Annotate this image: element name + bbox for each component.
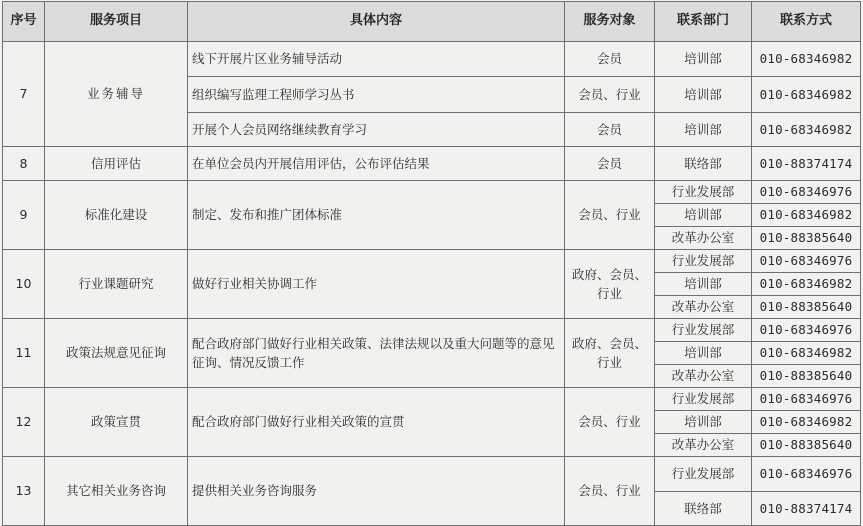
- header-index: 序号: [3, 2, 45, 42]
- contact-phone: 010-88385640: [752, 227, 861, 250]
- contact-phone: 010-68346982: [752, 411, 861, 434]
- service-item: 其它相关业务咨询: [45, 457, 188, 526]
- service-target: 会员、行业: [565, 77, 655, 113]
- contact-phone: 010-68346982: [752, 77, 861, 113]
- table-row: [3, 147, 861, 181]
- contact-dept: 行业发展部: [655, 319, 752, 342]
- header-dept: 联系部门: [655, 2, 752, 42]
- contact-phone: 010-88385640: [752, 434, 861, 457]
- service-item: 信用评估: [45, 147, 188, 181]
- service-content: 做好行业相关协调工作: [188, 250, 565, 319]
- contact-dept: 联络部: [655, 147, 752, 181]
- service-item: 标准化建设: [45, 181, 188, 250]
- contact-phone: 010-68346976: [752, 457, 861, 492]
- service-table: [2, 1, 861, 526]
- contact-phone: 010-88385640: [752, 296, 861, 319]
- service-content: 制定、发布和推广团体标准: [188, 181, 565, 250]
- contact-dept: 改革办公室: [655, 227, 752, 250]
- service-target: 会员: [565, 113, 655, 147]
- table-row: [3, 319, 861, 342]
- contact-phone: 010-68346982: [752, 342, 861, 365]
- service-content: 开展个人会员网络继续教育学习: [188, 113, 565, 147]
- contact-dept: 培训部: [655, 204, 752, 227]
- contact-dept: 联络部: [655, 492, 752, 526]
- table-row: [3, 250, 861, 273]
- service-content: 线下开展片区业务辅导活动: [188, 42, 565, 77]
- service-content: 配合政府部门做好行业相关政策、法律法规以及重大问题等的意见征询、情况反馈工作: [188, 319, 565, 388]
- contact-dept: 培训部: [655, 342, 752, 365]
- contact-phone: 010-68346976: [752, 319, 861, 342]
- contact-phone: 010-88385640: [752, 365, 861, 388]
- service-item: 政策宣贯: [45, 388, 188, 457]
- contact-phone: 010-88374174: [752, 492, 861, 526]
- contact-dept: 改革办公室: [655, 296, 752, 319]
- row-index: 8: [3, 147, 45, 181]
- contact-phone: 010-88374174: [752, 147, 861, 181]
- contact-dept: 培训部: [655, 411, 752, 434]
- table-header: [3, 2, 861, 42]
- table-row: [3, 388, 861, 411]
- contact-phone: 010-68346982: [752, 113, 861, 147]
- contact-dept: 行业发展部: [655, 457, 752, 492]
- service-item: 行业课题研究: [45, 250, 188, 319]
- header-contact: 联系方式: [752, 2, 861, 42]
- service-target: 会员、行业: [565, 457, 655, 526]
- row-index: 10: [3, 250, 45, 319]
- contact-phone: 010-68346982: [752, 204, 861, 227]
- table-row: [3, 181, 861, 204]
- header-content: 具体内容: [188, 2, 565, 42]
- service-item: 政策法规意见征询: [45, 319, 188, 388]
- contact-phone: 010-68346976: [752, 181, 861, 204]
- service-content: 组织编写监理工程师学习丛书: [188, 77, 565, 113]
- contact-dept: 行业发展部: [655, 250, 752, 273]
- contact-dept: 改革办公室: [655, 434, 752, 457]
- service-target: 会员: [565, 42, 655, 77]
- contact-dept: 行业发展部: [655, 181, 752, 204]
- row-index: 12: [3, 388, 45, 457]
- contact-dept: 行业发展部: [655, 388, 752, 411]
- table-row: [3, 457, 861, 492]
- service-target: 会员、行业: [565, 181, 655, 250]
- service-item: 业务辅导: [45, 42, 188, 147]
- contact-dept: 培训部: [655, 113, 752, 147]
- contact-dept: 培训部: [655, 42, 752, 77]
- service-target: 政府、会员、行业: [565, 319, 655, 388]
- contact-phone: 010-68346982: [752, 42, 861, 77]
- header-target: 服务对象: [565, 2, 655, 42]
- table-row: [3, 42, 861, 77]
- contact-dept: 改革办公室: [655, 365, 752, 388]
- row-index: 13: [3, 457, 45, 526]
- service-content: 提供相关业务咨询服务: [188, 457, 565, 526]
- service-target: 会员、行业: [565, 388, 655, 457]
- contact-dept: 培训部: [655, 273, 752, 296]
- service-target: 会员: [565, 147, 655, 181]
- contact-dept: 培训部: [655, 77, 752, 113]
- service-content: 配合政府部门做好行业相关政策的宣贯: [188, 388, 565, 457]
- service-content: 在单位会员内开展信用评估，公布评估结果: [188, 147, 565, 181]
- service-target: 政府、会员、行业: [565, 250, 655, 319]
- header-item: 服务项目: [45, 2, 188, 42]
- contact-phone: 010-68346976: [752, 250, 861, 273]
- row-index: 7: [3, 42, 45, 147]
- row-index: 11: [3, 319, 45, 388]
- contact-phone: 010-68346976: [752, 388, 861, 411]
- contact-phone: 010-68346982: [752, 273, 861, 296]
- row-index: 9: [3, 181, 45, 250]
